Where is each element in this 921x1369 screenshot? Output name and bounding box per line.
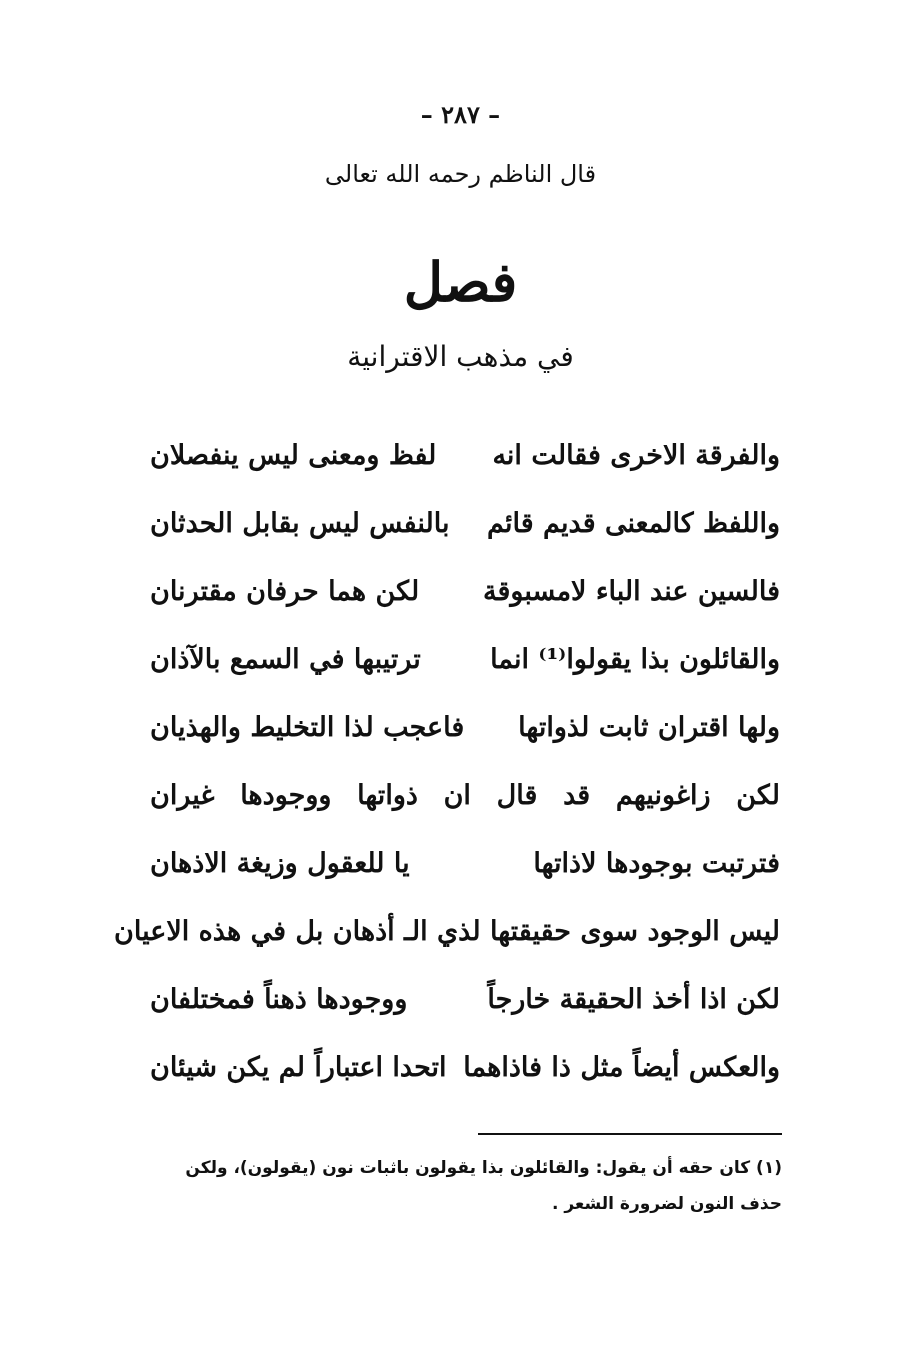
intro-line: قال الناظم رحمه الله تعالى — [324, 160, 597, 188]
verse-first-hemistich: ولها اقتران ثابت لذواتها — [518, 712, 780, 743]
verse-line — [150, 576, 780, 626]
verse-second-hemistich: يا للعقول وزيغة الاذهان — [150, 848, 410, 879]
verse-line-full — [114, 916, 780, 966]
verse-line — [150, 440, 780, 490]
verse-second-hemistich: فاعجب لذا التخليط والهذيان — [150, 712, 465, 743]
verse-second-hemistich: لكن هما حرفان مقترنان — [150, 576, 420, 607]
verse-second-hemistich: لفظ ومعنى ليس ينفصلان — [150, 440, 437, 471]
chapter-subtitle: في مذهب الاقترانية — [347, 340, 574, 373]
verse-second-hemistich: اتحدا اعتباراً لم يكن شيئان — [150, 1052, 447, 1083]
chapter-title: فصل — [403, 250, 518, 314]
verse-first-hemistich: والفرقة الاخرى فقالت انه — [492, 440, 780, 471]
verse-full-text: ليس الوجود سوى حقيقتها لذي الـ أذهان بل في هذه الاعيان — [114, 916, 780, 947]
verse-first-hemistich: والقائلون بذا يقولوا⁽¹⁾ انما — [490, 644, 780, 675]
verse-line — [150, 508, 780, 558]
verse-first-hemistich: واللفظ كالمعنى قديم قائم — [487, 508, 780, 539]
verse-second-hemistich: ووجودها ذهناً فمختلفان — [150, 984, 408, 1015]
verse-first-hemistich: لكن اذا أخذ الحقيقة خارجاً — [487, 984, 780, 1015]
verse-second-hemistich: ترتيبها في السمع بالآذان — [150, 644, 421, 675]
verse-line — [150, 984, 780, 1034]
page-number: – ٢٨٧ – — [420, 100, 501, 129]
footnote: (١) كان حقه أن يقول: والقائلون بذا يقولون باثبات نون (يقولون)، ولكن حذف النون لضرورة الشعر . — [185, 1158, 782, 1214]
verse-first-hemistich: فترتبت بوجودها لاذاتها — [533, 848, 780, 879]
verse-line — [150, 644, 780, 694]
verse-line — [150, 712, 780, 762]
verse-full-text: لكن زاغونيهم قد قال ان ذواتها ووجودها غيران — [150, 780, 780, 811]
verse-second-hemistich: بالنفس ليس بقابل الحدثان — [150, 508, 450, 539]
verse-line — [150, 1052, 780, 1102]
verse-first-hemistich: والعكس أيضاً مثل ذا فاذاهما — [463, 1052, 780, 1083]
footnote-divider — [478, 1133, 782, 1135]
verse-line — [150, 848, 780, 898]
verse-line-full — [150, 780, 780, 830]
verse-first-hemistich: فالسين عند الباء لامسبوقة — [483, 576, 780, 607]
